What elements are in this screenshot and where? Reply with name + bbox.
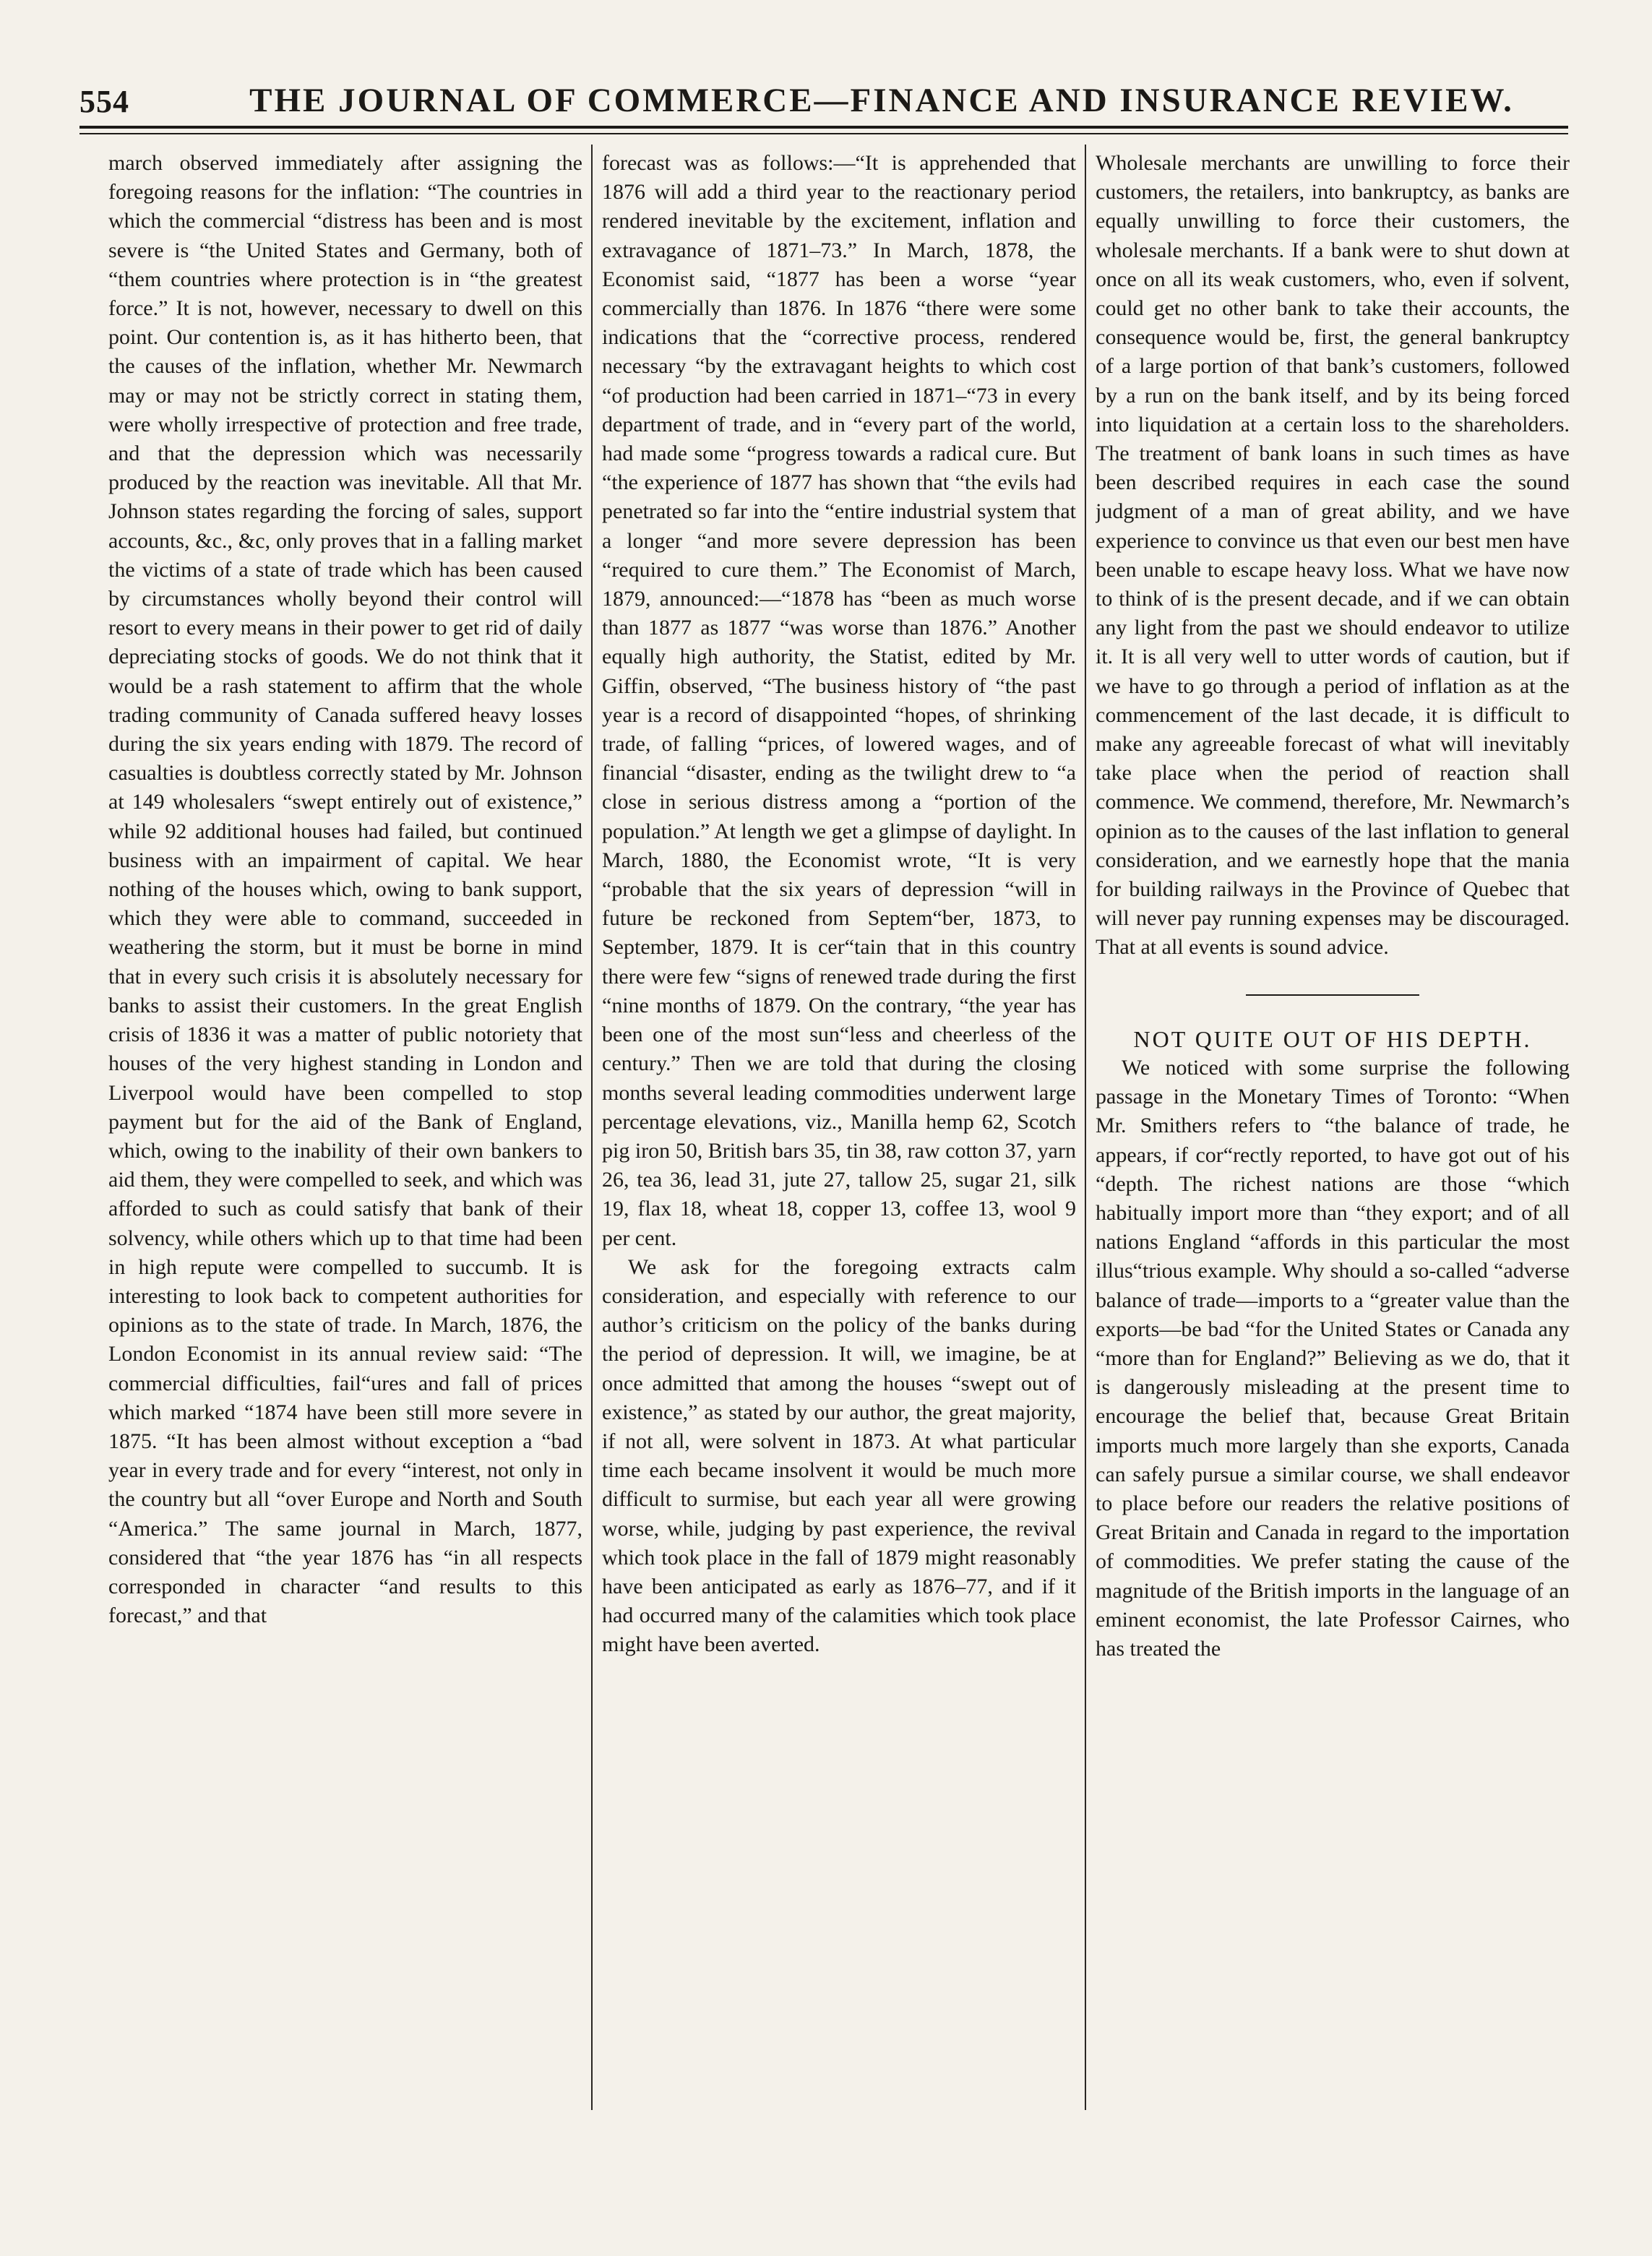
body-paragraph: forecast was as follows:—“It is apprehended that 1876 will add a third year to the reactionary period rendered inevitable by the excitement, inflation and extravagance of 1871–73.” In March, 1878, the Economist said, “1877 has been a worse “year commercially than 1876. In 1876 “there were some indications that the “corrective process, rendered necessary “by the extravagant heights to which cost “of production had been carried in 1871–“73 in every department of trade, and in “every part of the world, had made some “progress towards a radical cure. But “the experience of 1877 has shown that “the evils had penetrated so far into the “entire industrial system that a longer “and more severe depression has been “required to cure them.” The Economist of March, 1879, announced:—“1878 has “been as much worse than 1877 as 1877 “was worse than 1876.” Another equally high authority, the Statist, edited by Mr. Giffin, observed, “The business history of “the past year is a record of disappointed “hopes, of shrinking trade, of falling “prices, of lowered wages, and of financial “disaster, ending as the twilight drew to “a close in serious distress among a “portion of the population.” At length we get a glimpse of daylight. In March, 1880, the Economist wrote, “It is very “probable that the six years of depression “will in future be reckoned from Septem“ber, 1873, to September, 1879. It is cer“tain that in this country there were few “signs of renewed trade during the first “nine months of 1879. On the contrary, “the year has been one of the most sun“less and cheerless of the century.” Then we are told that during the closing months several leading commodities underwent large percentage elevations, viz., Manilla hemp 62, Scotch pig iron 50, British bars 35, tin 38, raw cotton 37, yarn 26, tea 36, lead 31, jute 27, tallow 25, sugar 21, silk 19, flax 18, wheat 18, copper 13, coffee 13, wool 9 per cent. (602, 151, 1076, 1250)
column-divider (591, 145, 593, 2110)
header-rule (79, 126, 1568, 129)
column-divider (1085, 145, 1086, 2110)
body-paragraph: We noticed with some surprise the following passage in the Monetary Times of Toronto: “When Mr. Smithers refers to “the balance of trade, he appears, if cor“rectly reported, to have got out of his “depth. The richest nations are those “which habitually import more than “they export; and of all nations England “affords in this particular the most illus“trious example. Why should a so-called “adverse balance of trade—imports to a “greater value than the exports—be bad “for the United States or Canada any “more than for England?” Believing as we do, that it is dangerously misleading at the present time to encourage the belief that, because Great Britain imports much more largely than she exports, Canada can safely pursue a similar course, we shall endeavor to place before our readers the relative positions of Great Britain and Canada in regard to the importation of commodities. We prefer stating the cause of the magnitude of the British imports in the language of an eminent economist, the late Professor Cairnes, who has treated the (1096, 1055, 1570, 1661)
column-1 (108, 149, 582, 2187)
body-paragraph: Wholesale merchants are unwilling to force their customers, the retailers, into bankruptcy, as banks are equally unwilling to force their customers, the wholesale merchants. If a bank were to shut down at once on all its weak customers, who, even if solvent, could get no other bank to take their accounts, the consequence would be, first, the general bankruptcy of a large portion of that bank’s customers, followed by a run on the bank itself, and by its being forced into liquidation at a certain loss to the shareholders. The treatment of bank loans in such times as have been described requires in each case the sound judgment of a man of great ability, and we have experience to convince us that even our best men have been unable to escape heavy loss. What we have now to think of is the present decade, and if we can obtain any light from the past we should endeavor to utilize it. It is all very well to utter words of caution, but if we have to go through a period of inflation as at the commencement of the last decade, it is difficult to make any agreeable forecast of what will inevitably take place when the period of reaction shall commence. We commend, therefore, Mr. Newmarch’s opinion as to the causes of the last inflation to general consideration, and we earnestly hope that the mania for building railways in the Province of Quebec that will never pay running expenses may be discouraged. That at all events is sound advice. (1096, 151, 1570, 960)
page-number: 554 (79, 84, 129, 119)
column-2 (602, 149, 1076, 2187)
body-paragraph: We ask for the foregoing extracts calm consideration, and especially with reference to our author’s criticism on the policy of the banks during the period of depression. It will, we imagine, be at once admitted that among the houses “swept out of existence,” as stated by our author, the great majority, if not all, were solvent in 1873. At what particular time each became insolvent it would be much more difficult to surmise, but each year all were growing worse, while, judging by past experience, the revival which took place in the fall of 1879 might reasonably have been anticipated as early as 1876–77, and if it had occurred many of the calamities which took place might have been averted. (602, 1254, 1076, 1657)
body-paragraph: march observed immediately after assigning the foregoing reasons for the inflation: “The countries in which the commercial “distress has been and is most severe is “the United States and Germany, both of “them countries where protection is in “the greatest force.” It is not, however, necessary to dwell on this point. Our contention is, as it has hitherto been, that the causes of the inflation, whether Mr. Newmarch may or may not be strictly correct in stating them, were wholly irrespective of protection and free trade, and that the depression which was necessarily produced by the reaction was inevitable. All that Mr. Johnson states regarding the forcing of sales, support accounts, &c., &c, only proves that in a falling market the victims of a state of trade which has been caused by circumstances wholly beyond their control will resort to every means in their power to get rid of daily depreciating stocks of goods. We do not think that it would be a rash statement to affirm that the whole trading community of Canada suffered heavy losses during the six years ending with 1879. The record of casualties is doubtless correctly stated by Mr. Johnson at 149 wholesalers “swept entirely out of existence,” while 92 additional houses had failed, but continued business with an impairment of capital. We hear nothing of the houses which, owing to bank support, which they were able to command, succeeded in weathering the storm, but it must be borne in mind that in every such crisis it is absolutely necessary for banks to assist their customers. In the great English crisis of 1836 it was a matter of public notoriety that houses of the very highest standing in London and Liverpool would have been compelled to stop payment but for the aid of the Bank of England, which, owing to the inability of their own bankers to aid them, they were compelled to seek, and which was afforded to such as could satisfy that bank of their solvency, while others which up to that time had been in high repute were compelled to succumb. It is interesting to look back to competent authorities for opinions as to the state of trade. In March, 1876, the London Economist in its annual review said: “The commercial difficulties, fail“ures and fall of prices which marked “1874 have been still more severe in 1875. “It has been almost without exception a “bad year in every trade and for every “interest, not only in the country but all “over Europe and North and South “America.” The same journal in March, 1877, considered that “the year 1876 has “in all respects corresponded in character “and results to this forecast,” and that (108, 151, 582, 1628)
running-header (79, 62, 1568, 120)
column-3 (1096, 149, 1570, 2187)
header-rule-thin (79, 133, 1568, 134)
journal-title: THE JOURNAL OF COMMERCE—FINANCE AND INSURANCE REVIEW. (249, 82, 1514, 119)
section-divider (1246, 994, 1419, 996)
section-heading: NOT QUITE OUT OF HIS DEPTH. (1133, 1025, 1532, 1052)
